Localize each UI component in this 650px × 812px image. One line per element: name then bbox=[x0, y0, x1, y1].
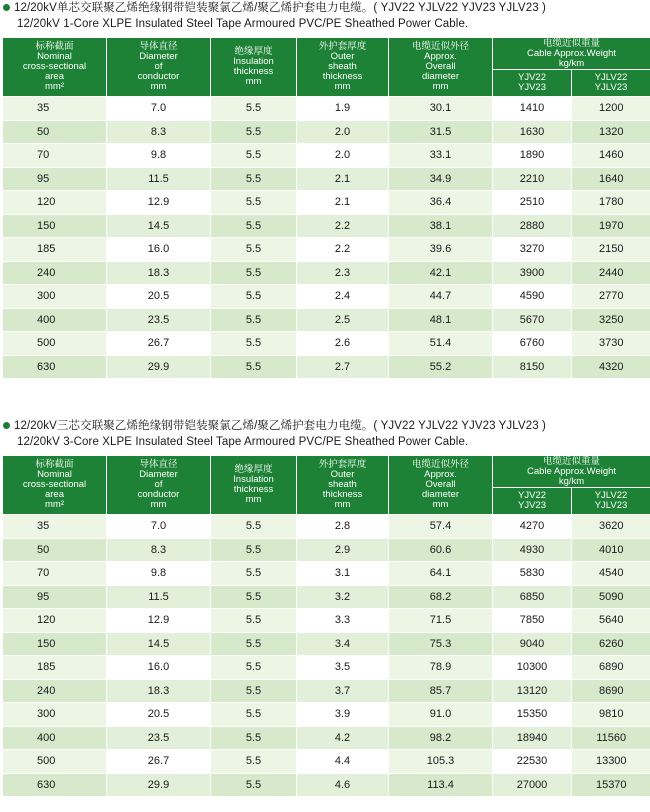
cell-overall-diameter: 33.1 bbox=[389, 144, 493, 168]
header-overall-diameter: 电缆近似外径 Approx. Overall diameter mm bbox=[389, 38, 493, 97]
cell-conductor-diameter: 14.5 bbox=[107, 214, 211, 238]
bullet-icon bbox=[3, 4, 10, 11]
cell-conductor-diameter: 12.9 bbox=[107, 191, 211, 215]
cell-weight-yjlv: 1460 bbox=[572, 144, 650, 168]
cell-insulation: 5.5 bbox=[211, 656, 297, 680]
cell-weight-yjv: 27000 bbox=[493, 773, 572, 797]
cell-insulation: 5.5 bbox=[211, 585, 297, 609]
cell-weight-yjv: 7850 bbox=[493, 609, 572, 633]
cell-sheath: 1.9 bbox=[297, 97, 389, 121]
cell-insulation: 5.5 bbox=[211, 679, 297, 703]
cell-area: 120 bbox=[3, 609, 107, 633]
cell-conductor-diameter: 8.3 bbox=[107, 538, 211, 562]
cell-conductor-diameter: 16.0 bbox=[107, 238, 211, 262]
cell-insulation: 5.5 bbox=[211, 285, 297, 309]
cell-weight-yjlv: 3620 bbox=[572, 515, 650, 539]
cell-weight-yjv: 10300 bbox=[493, 656, 572, 680]
cell-weight-yjlv: 9810 bbox=[572, 703, 650, 727]
cell-weight-yjlv: 2150 bbox=[572, 238, 650, 262]
cell-overall-diameter: 44.7 bbox=[389, 285, 493, 309]
cell-sheath: 3.9 bbox=[297, 703, 389, 727]
cell-area: 50 bbox=[3, 538, 107, 562]
cell-overall-diameter: 91.0 bbox=[389, 703, 493, 727]
cell-sheath: 2.0 bbox=[297, 144, 389, 168]
cell-area: 400 bbox=[3, 308, 107, 332]
cell-weight-yjlv: 4010 bbox=[572, 538, 650, 562]
cell-sheath: 2.8 bbox=[297, 515, 389, 539]
section-title-cn: 12/20kV单芯交联聚乙烯绝缘钢带铠装聚氯乙烯/聚乙烯护套电力电缆。( YJV22 YJLV22 YJV23 YJLV23 ) bbox=[0, 0, 546, 16]
cell-insulation: 5.5 bbox=[211, 703, 297, 727]
table-row bbox=[3, 238, 650, 262]
cell-weight-yjlv: 4540 bbox=[572, 562, 650, 586]
cell-overall-diameter: 75.3 bbox=[389, 632, 493, 656]
table-row bbox=[3, 355, 650, 379]
cell-weight-yjlv: 6260 bbox=[572, 632, 650, 656]
cell-conductor-diameter: 20.5 bbox=[107, 285, 211, 309]
cell-weight-yjlv: 6890 bbox=[572, 656, 650, 680]
cell-insulation: 5.5 bbox=[211, 750, 297, 774]
section-title-en: 12/20kV 3-Core XLPE Insulated Steel Tape Armoured PVC/PE Sheathed Power Cable. bbox=[17, 436, 469, 448]
cell-overall-diameter: 113.4 bbox=[389, 773, 493, 797]
cell-area: 35 bbox=[3, 515, 107, 539]
cell-overall-diameter: 31.5 bbox=[389, 120, 493, 144]
cell-weight-yjv: 13120 bbox=[493, 679, 572, 703]
cell-sheath: 3.3 bbox=[297, 609, 389, 633]
cell-overall-diameter: 42.1 bbox=[389, 261, 493, 285]
header-cross-section: 标称截面 Nominal cross-sectional area mm² bbox=[3, 456, 107, 515]
cell-area: 185 bbox=[3, 238, 107, 262]
cell-area: 630 bbox=[3, 773, 107, 797]
cell-sheath: 4.2 bbox=[297, 726, 389, 750]
cell-weight-yjv: 2210 bbox=[493, 167, 572, 191]
cell-insulation: 5.5 bbox=[211, 167, 297, 191]
cell-overall-diameter: 78.9 bbox=[389, 656, 493, 680]
table-row bbox=[3, 562, 650, 586]
cell-sheath: 2.4 bbox=[297, 285, 389, 309]
cell-weight-yjv: 15350 bbox=[493, 703, 572, 727]
header-weight-yjlv: YJLV22 YJLV23 bbox=[572, 70, 650, 97]
cell-sheath: 2.5 bbox=[297, 308, 389, 332]
cell-insulation: 5.5 bbox=[211, 632, 297, 656]
cell-insulation: 5.5 bbox=[211, 261, 297, 285]
cell-area: 95 bbox=[3, 585, 107, 609]
cell-area: 400 bbox=[3, 726, 107, 750]
table-row bbox=[3, 703, 650, 727]
cell-weight-yjv: 22530 bbox=[493, 750, 572, 774]
cell-weight-yjv: 1630 bbox=[493, 120, 572, 144]
header-cable-weight: 电缆近似重量 Cable Approx.Weight kg/km bbox=[493, 456, 650, 488]
cell-area: 70 bbox=[3, 562, 107, 586]
header-conductor-diameter: 导体直径 Diameter of conductor mm bbox=[107, 38, 211, 97]
cell-area: 500 bbox=[3, 332, 107, 356]
cell-overall-diameter: 55.2 bbox=[389, 355, 493, 379]
table-row bbox=[3, 261, 650, 285]
table-row bbox=[3, 585, 650, 609]
cell-area: 630 bbox=[3, 355, 107, 379]
cell-conductor-diameter: 29.9 bbox=[107, 355, 211, 379]
cell-weight-yjlv: 2770 bbox=[572, 285, 650, 309]
cell-overall-diameter: 60.6 bbox=[389, 538, 493, 562]
cell-weight-yjv: 6850 bbox=[493, 585, 572, 609]
cell-weight-yjv: 1410 bbox=[493, 97, 572, 121]
table-row bbox=[3, 285, 650, 309]
cell-overall-diameter: 30.1 bbox=[389, 97, 493, 121]
cell-weight-yjv: 5830 bbox=[493, 562, 572, 586]
cell-weight-yjlv: 1640 bbox=[572, 167, 650, 191]
cell-area: 240 bbox=[3, 261, 107, 285]
table-row bbox=[3, 750, 650, 774]
cell-area: 95 bbox=[3, 167, 107, 191]
cell-overall-diameter: 64.1 bbox=[389, 562, 493, 586]
section-title-en: 12/20kV 1-Core XLPE Insulated Steel Tape Armoured PVC/PE Sheathed Power Cable. bbox=[17, 18, 469, 30]
table-row bbox=[3, 656, 650, 680]
cell-overall-diameter: 34.9 bbox=[389, 167, 493, 191]
table-row bbox=[3, 609, 650, 633]
cell-area: 240 bbox=[3, 679, 107, 703]
cell-insulation: 5.5 bbox=[211, 144, 297, 168]
cell-overall-diameter: 71.5 bbox=[389, 609, 493, 633]
table-row bbox=[3, 167, 650, 191]
cell-weight-yjlv: 1970 bbox=[572, 214, 650, 238]
table-row bbox=[3, 726, 650, 750]
table-row bbox=[3, 120, 650, 144]
cell-conductor-diameter: 12.9 bbox=[107, 609, 211, 633]
cell-area: 35 bbox=[3, 97, 107, 121]
cell-weight-yjlv: 1320 bbox=[572, 120, 650, 144]
cell-weight-yjlv: 5640 bbox=[572, 609, 650, 633]
cell-weight-yjv: 4590 bbox=[493, 285, 572, 309]
cell-weight-yjlv: 3730 bbox=[572, 332, 650, 356]
cell-weight-yjv: 8150 bbox=[493, 355, 572, 379]
cell-sheath: 3.5 bbox=[297, 656, 389, 680]
cell-weight-yjlv: 1780 bbox=[572, 191, 650, 215]
cell-insulation: 5.5 bbox=[211, 609, 297, 633]
cell-conductor-diameter: 23.5 bbox=[107, 308, 211, 332]
cell-conductor-diameter: 7.0 bbox=[107, 97, 211, 121]
cell-insulation: 5.5 bbox=[211, 515, 297, 539]
table-row bbox=[3, 144, 650, 168]
cell-area: 150 bbox=[3, 214, 107, 238]
cell-sheath: 4.6 bbox=[297, 773, 389, 797]
table-row bbox=[3, 214, 650, 238]
cell-insulation: 5.5 bbox=[211, 538, 297, 562]
cable-spec-table bbox=[2, 455, 650, 797]
cell-sheath: 4.4 bbox=[297, 750, 389, 774]
header-cross-section: 标称截面 Nominal cross-sectional area mm² bbox=[3, 38, 107, 97]
cell-sheath: 2.2 bbox=[297, 214, 389, 238]
bullet-icon bbox=[3, 422, 10, 429]
cell-sheath: 2.2 bbox=[297, 238, 389, 262]
cell-weight-yjv: 1890 bbox=[493, 144, 572, 168]
cell-sheath: 3.7 bbox=[297, 679, 389, 703]
cell-weight-yjlv: 13300 bbox=[572, 750, 650, 774]
cell-area: 300 bbox=[3, 285, 107, 309]
cell-overall-diameter: 57.4 bbox=[389, 515, 493, 539]
cell-sheath: 2.9 bbox=[297, 538, 389, 562]
cell-weight-yjlv: 2440 bbox=[572, 261, 650, 285]
header-insulation-thickness: 绝缘厚度 Insulation thickness mm bbox=[211, 38, 297, 97]
cell-overall-diameter: 98.2 bbox=[389, 726, 493, 750]
cell-area: 70 bbox=[3, 144, 107, 168]
header-overall-diameter: 电缆近似外径 Approx. Overall diameter mm bbox=[389, 456, 493, 515]
cell-insulation: 5.5 bbox=[211, 355, 297, 379]
cell-sheath: 2.0 bbox=[297, 120, 389, 144]
cell-sheath: 2.1 bbox=[297, 191, 389, 215]
cell-sheath: 3.1 bbox=[297, 562, 389, 586]
header-conductor-diameter: 导体直径 Diameter of conductor mm bbox=[107, 456, 211, 515]
table-row bbox=[3, 191, 650, 215]
cell-weight-yjv: 3900 bbox=[493, 261, 572, 285]
cell-weight-yjlv: 3250 bbox=[572, 308, 650, 332]
cell-weight-yjv: 4270 bbox=[493, 515, 572, 539]
cell-insulation: 5.5 bbox=[211, 120, 297, 144]
cell-area: 120 bbox=[3, 191, 107, 215]
cell-overall-diameter: 68.2 bbox=[389, 585, 493, 609]
cell-conductor-diameter: 18.3 bbox=[107, 679, 211, 703]
cell-conductor-diameter: 8.3 bbox=[107, 120, 211, 144]
cell-insulation: 5.5 bbox=[211, 726, 297, 750]
cell-insulation: 5.5 bbox=[211, 773, 297, 797]
cell-sheath: 2.6 bbox=[297, 332, 389, 356]
header-weight-yjv: YJV22 YJV23 bbox=[493, 488, 572, 515]
cell-insulation: 5.5 bbox=[211, 308, 297, 332]
cell-insulation: 5.5 bbox=[211, 191, 297, 215]
table-row bbox=[3, 97, 650, 121]
cell-weight-yjlv: 11560 bbox=[572, 726, 650, 750]
cell-conductor-diameter: 29.9 bbox=[107, 773, 211, 797]
cell-conductor-diameter: 16.0 bbox=[107, 656, 211, 680]
table-row bbox=[3, 773, 650, 797]
cell-conductor-diameter: 23.5 bbox=[107, 726, 211, 750]
cell-weight-yjv: 6760 bbox=[493, 332, 572, 356]
cell-weight-yjv: 5670 bbox=[493, 308, 572, 332]
cell-weight-yjlv: 15370 bbox=[572, 773, 650, 797]
cell-weight-yjlv: 5090 bbox=[572, 585, 650, 609]
cell-conductor-diameter: 9.8 bbox=[107, 562, 211, 586]
cell-conductor-diameter: 14.5 bbox=[107, 632, 211, 656]
cell-conductor-diameter: 20.5 bbox=[107, 703, 211, 727]
cell-sheath: 3.2 bbox=[297, 585, 389, 609]
cell-conductor-diameter: 11.5 bbox=[107, 585, 211, 609]
header-sheath-thickness: 外护套厚度 Outer sheath thickness mm bbox=[297, 456, 389, 515]
cell-overall-diameter: 51.4 bbox=[389, 332, 493, 356]
table-row bbox=[3, 332, 650, 356]
header-insulation-thickness: 绝缘厚度 Insulation thickness mm bbox=[211, 456, 297, 515]
cell-conductor-diameter: 26.7 bbox=[107, 332, 211, 356]
table-row bbox=[3, 632, 650, 656]
cell-area: 300 bbox=[3, 703, 107, 727]
cell-sheath: 2.7 bbox=[297, 355, 389, 379]
cell-area: 185 bbox=[3, 656, 107, 680]
cell-conductor-diameter: 18.3 bbox=[107, 261, 211, 285]
cell-area: 50 bbox=[3, 120, 107, 144]
header-sheath-thickness: 外护套厚度 Outer sheath thickness mm bbox=[297, 38, 389, 97]
cell-sheath: 3.4 bbox=[297, 632, 389, 656]
table-row bbox=[3, 308, 650, 332]
cell-conductor-diameter: 9.8 bbox=[107, 144, 211, 168]
header-cable-weight: 电缆近似重量 Cable Approx.Weight kg/km bbox=[493, 38, 650, 70]
cell-overall-diameter: 48.1 bbox=[389, 308, 493, 332]
cell-sheath: 2.1 bbox=[297, 167, 389, 191]
cell-insulation: 5.5 bbox=[211, 332, 297, 356]
cell-overall-diameter: 39.6 bbox=[389, 238, 493, 262]
cell-insulation: 5.5 bbox=[211, 562, 297, 586]
cell-weight-yjlv: 8690 bbox=[572, 679, 650, 703]
cell-weight-yjv: 18940 bbox=[493, 726, 572, 750]
header-weight-yjv: YJV22 YJV23 bbox=[493, 70, 572, 97]
cell-weight-yjv: 2510 bbox=[493, 191, 572, 215]
cell-insulation: 5.5 bbox=[211, 238, 297, 262]
cell-sheath: 2.3 bbox=[297, 261, 389, 285]
cable-spec-table bbox=[2, 37, 650, 379]
section-title-cn: 12/20kV三芯交联聚乙烯绝缘钢带铠装聚氯乙烯/聚乙烯护套电力电缆。( YJV22 YJLV22 YJV23 YJLV23 ) bbox=[0, 418, 546, 434]
cell-area: 150 bbox=[3, 632, 107, 656]
cell-conductor-diameter: 26.7 bbox=[107, 750, 211, 774]
table-row bbox=[3, 679, 650, 703]
table-row bbox=[3, 515, 650, 539]
header-weight-yjlv: YJLV22 YJLV23 bbox=[572, 488, 650, 515]
cell-weight-yjlv: 4320 bbox=[572, 355, 650, 379]
cell-weight-yjlv: 1200 bbox=[572, 97, 650, 121]
table-row bbox=[3, 538, 650, 562]
cell-area: 500 bbox=[3, 750, 107, 774]
cell-overall-diameter: 36.4 bbox=[389, 191, 493, 215]
cell-conductor-diameter: 11.5 bbox=[107, 167, 211, 191]
cell-overall-diameter: 38.1 bbox=[389, 214, 493, 238]
cell-weight-yjv: 2880 bbox=[493, 214, 572, 238]
cell-weight-yjv: 4930 bbox=[493, 538, 572, 562]
cell-insulation: 5.5 bbox=[211, 97, 297, 121]
cell-weight-yjv: 3270 bbox=[493, 238, 572, 262]
cell-weight-yjv: 9040 bbox=[493, 632, 572, 656]
cell-conductor-diameter: 7.0 bbox=[107, 515, 211, 539]
cell-overall-diameter: 85.7 bbox=[389, 679, 493, 703]
cell-overall-diameter: 105.3 bbox=[389, 750, 493, 774]
cell-insulation: 5.5 bbox=[211, 214, 297, 238]
